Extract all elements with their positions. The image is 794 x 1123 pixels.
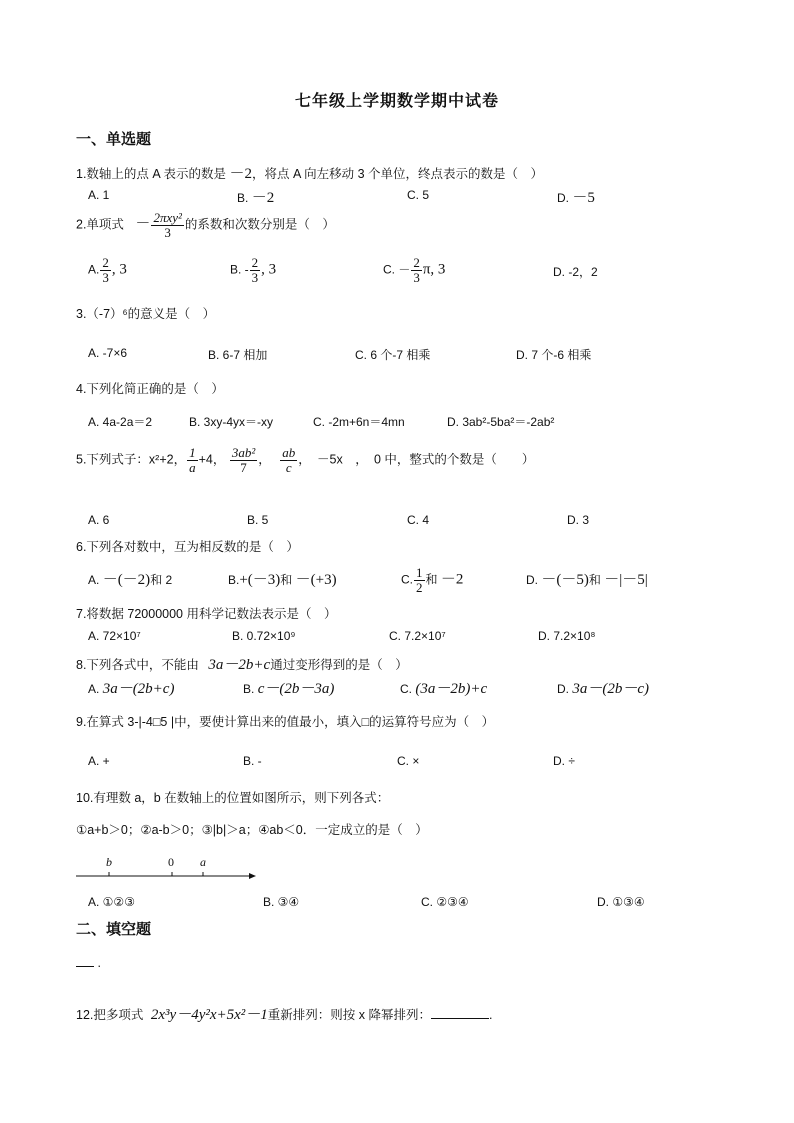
q10-conditions: ①a+b＞0；②a-b＞0；③|b|＞a；④ab＜0．一定成立的是（ ）	[76, 823, 428, 837]
q5-option-a[interactable]: A. 6	[88, 513, 110, 527]
q6-option-c[interactable]: C. $\frac{1}{2}$ 和 －2	[401, 565, 464, 595]
q4-option-c[interactable]: C. -2m+6n＝4mn	[313, 415, 405, 429]
q7-option-d[interactable]: D. 7.2×10⁸	[538, 629, 596, 643]
question-2: 2.单项式 － $\frac{\text{2πxy²}}{3}$ 的系数和次数分别是（ ）	[76, 210, 335, 240]
q3-option-d[interactable]: D. 7 个-6 相乘	[516, 348, 592, 362]
question-1	[76, 162, 543, 183]
q7-option-b[interactable]: B. 0.72×10⁹	[232, 629, 296, 643]
q2-option-d[interactable]: D. -2，2	[553, 265, 598, 279]
section-heading-fill-blank: 二、填空题	[76, 921, 152, 938]
q3-option-b[interactable]: B. 6-7 相加	[208, 348, 268, 362]
q1-stem-b: ，将点 A 向左移动 3 个单位，终点表示的数是（ ）	[252, 167, 544, 181]
q8-option-d[interactable]: D. 3a－(2b－c)	[557, 681, 649, 697]
q2-option-c[interactable]: C. － $\frac{2}{3}$ π, 3	[383, 255, 446, 285]
question-3: 3.（-7）⁶的意义是（ ）	[76, 307, 216, 321]
q9-option-d[interactable]: D. ÷	[553, 754, 575, 768]
q8-option-a[interactable]: A. 3a－(2b+c)	[88, 681, 175, 697]
q6-option-d[interactable]: D. －(－5)和 －|－5|	[526, 572, 648, 588]
q1-value: －2	[229, 166, 253, 182]
q4-option-a[interactable]: A. 4a-2a＝2	[88, 415, 153, 429]
numline-label-b: b	[106, 855, 112, 869]
q7-option-c[interactable]: C. 7.2×10⁷	[389, 629, 446, 643]
numline-label-a: a	[200, 855, 206, 869]
q3-option-a[interactable]: A. -7×6	[88, 346, 128, 360]
q2-option-b[interactable]: B. - $\frac{2}{3}$ , 3	[230, 255, 277, 285]
q8-option-c[interactable]: C. (3a－2b)+c	[400, 681, 488, 697]
q6-option-b[interactable]: B.+(－3)和 －(+3)	[228, 572, 337, 588]
q7-option-a[interactable]: A. 72×10⁷	[88, 629, 141, 643]
section-heading-single-choice: 一、单选题	[76, 131, 152, 148]
q12-answer-blank[interactable]	[431, 1007, 489, 1019]
q1-option-c[interactable]: C. 5	[407, 188, 430, 202]
q10-option-b[interactable]: B. ③④	[263, 895, 300, 909]
question-8: 8.下列各式中，不能由 3a－2b+c通过变形得到的是（ ）	[76, 657, 408, 673]
question-11: .	[76, 956, 101, 970]
q10-option-a[interactable]: A. ①②③	[88, 895, 135, 909]
q4-option-d[interactable]: D. 3ab²-5ba²＝-2ab²	[447, 415, 555, 429]
question-7: 7.将数据 72000000 用科学记数法表示是（ ）	[76, 607, 337, 621]
q11-blank[interactable]	[76, 966, 94, 967]
q1-option-b[interactable]: B. －2	[237, 190, 275, 206]
q9-option-c[interactable]: C. ×	[397, 754, 420, 768]
q5-option-c[interactable]: C. 4	[407, 513, 430, 527]
question-6: 6.下列各对数中，互为相反数的是（ ）	[76, 540, 299, 554]
q9-option-a[interactable]: A. +	[88, 754, 110, 768]
question-12: 12.把多项式 2x³y－4y²x+5x²－1重新排列：则按 x 降幂排列： .	[76, 1007, 493, 1023]
question-9: 9.在算式 3-|-4□5 |中，要使计算出来的值最小，填入□的运算符号应为（ ）	[76, 715, 495, 729]
q10-option-d[interactable]: D. ①③④	[597, 895, 645, 909]
numline-label-zero: 0	[168, 855, 174, 869]
q4-option-b[interactable]: B. 3xy-4yx＝-xy	[189, 415, 274, 429]
page-title: 七年级上学期数学期中试卷	[294, 93, 499, 110]
question-10: 10.有理数 a，b 在数轴上的位置如图所示，则下列各式：	[76, 791, 390, 805]
q1-stem-a: 1.数轴上的点 A 表示的数是	[76, 167, 227, 181]
question-5: 5.下列式子：x²+2， $\frac{1}{a}$ +4， $\frac{\text{3ab²}}{7}$ ， $\frac{ab}{c}$ ， －5x ， 0 中，整式的个数是（ ）	[76, 445, 535, 475]
q3-option-c[interactable]: C. 6 个-7 相乘	[355, 348, 431, 362]
q5-option-b[interactable]: B. 5	[247, 513, 269, 527]
q2-fraction: $\frac{\text{2πxy²}}{3}$	[153, 210, 182, 240]
q9-option-b[interactable]: B. -	[243, 754, 262, 768]
question-4: 4.下列化简正确的是（ ）	[76, 382, 224, 396]
q2-option-a[interactable]: A. $\frac{2}{3}$ , 3	[88, 255, 127, 285]
q6-option-a[interactable]: A. －(－2)和 2	[88, 572, 173, 588]
q10-option-c[interactable]: C. ②③④	[421, 895, 469, 909]
q8-option-b[interactable]: B. c－(2b－3a)	[243, 681, 335, 697]
q1-option-a[interactable]: A. 1	[88, 188, 110, 202]
q1-option-d[interactable]: D. －5	[557, 190, 595, 206]
q5-option-d[interactable]: D. 3	[567, 513, 590, 527]
q10-number-line	[76, 852, 262, 884]
